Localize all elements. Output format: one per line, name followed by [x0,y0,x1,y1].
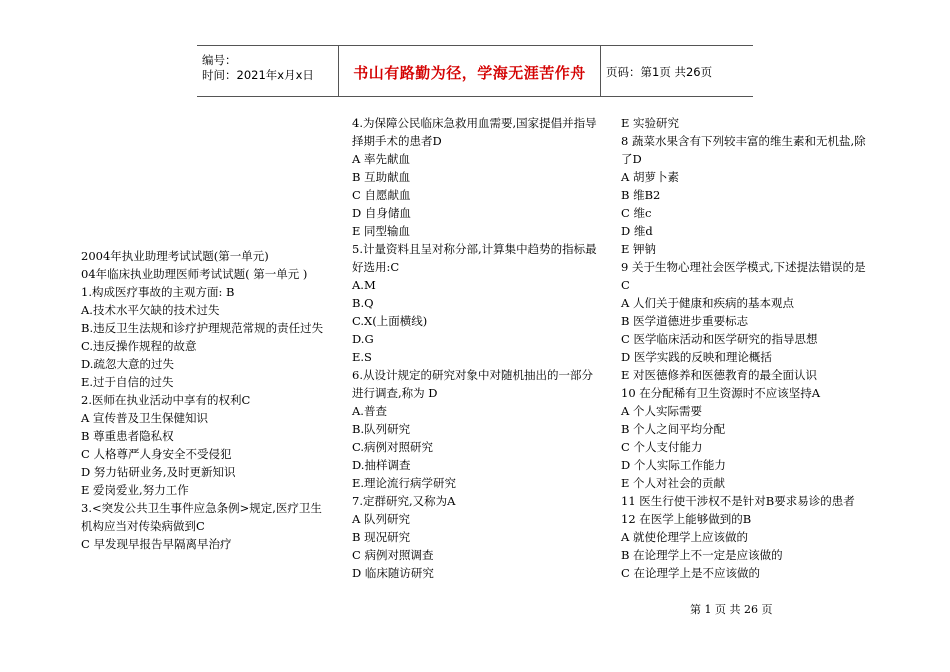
text-line: 2004年执业助理考试试题(第一单元) [81,249,269,263]
text-line: C.病例对照研究 [352,440,434,454]
text-line: 3.<突发公共卫生事件应急条例>规定,医疗卫生机构应当对传染病做到C [81,501,322,533]
text-line: D 临床随访研究 [352,566,434,580]
text-line: 1.构成医疗事故的主观方面: B [81,285,235,299]
text-line: 12 在医学上能够做到的B [621,512,752,526]
text-line: A 就使伦理学上应该做的 [621,530,748,544]
text-line: A 胡萝卜素 [621,170,679,184]
text-line: A 率先献血 [352,152,410,166]
page-footer: 第 1 页 共 26 页 [690,603,773,616]
text-line: C 早发现早报告早隔离早治疗 [81,537,232,551]
time-label: 时间：2021年x月x日 [202,68,314,82]
text-line: C 人格尊严人身安全不受侵犯 [81,447,232,461]
text-line: B.Q [352,296,374,310]
text-line: B 个人之间平均分配 [621,422,726,436]
text-line: D.G [352,332,374,346]
number-label: 编号： [202,53,237,67]
text-line: E 爱岗爱业,努力工作 [81,483,189,497]
text-line: E.理论流行病学研究 [352,476,457,490]
text-line: D.抽样调查 [352,458,411,472]
text-line: B 医学道德进步重要标志 [621,314,749,328]
text-line: 10 在分配稀有卫生资源时不应该坚持A [621,386,821,400]
text-line: 11 医生行使干涉权不是针对B要求易诊的患者 [621,494,855,508]
text-line: B.违反卫生法规和诊疗护理规范常规的责任过失 [81,321,324,335]
text-line: 4.为保障公民临床急救用血需要,国家提倡并指导择期手术的患者D [352,116,597,148]
text-line: A 个人实际需要 [621,404,702,418]
header-motto-cell [338,46,601,96]
text-line: B 在论理学上不一定是应该做的 [621,548,783,562]
text-line: C 维c [621,206,652,220]
text-line: C 医学临床活动和医学研究的指导思想 [621,332,818,346]
header-info-cell [197,46,338,96]
text-line: D 自身储血 [352,206,411,220]
text-line: 04年临床执业助理医师考试试题( 第一单元 ) [81,267,308,281]
text-line: B 尊重患者隐私权 [81,429,174,443]
text-line: E 实验研究 [621,116,680,130]
text-line: D 努力钻研业务,及时更新知识 [81,465,236,479]
text-line: C 病例对照调查 [352,548,434,562]
text-line: C 在论理学上是不应该做的 [621,566,760,580]
text-line: D 医学实践的反映和理论概括 [621,350,772,364]
text-line: C 自愿献血 [352,188,411,202]
text-line: B 维B2 [621,188,661,202]
text-line: 5.计量资料且呈对称分部,计算集中趋势的指标最好选用:C [352,242,597,274]
text-line: D 维d [621,224,653,238]
text-line: E 同型输血 [352,224,411,238]
text-line: A 宣传普及卫生保健知识 [81,411,208,425]
text-line: E 钾钠 [621,242,657,256]
motto-text: 书山有路勤为径，学海无涯苦作舟 [353,64,586,82]
text-line: A 人们关于健康和疾病的基本观点 [621,296,794,310]
text-line: B 现况研究 [352,530,411,544]
document-header [197,45,753,97]
text-line: A.M [352,278,376,292]
text-line: 7.定群研究,又称为A [352,494,456,508]
text-line: D 个人实际工作能力 [621,458,726,472]
text-line: A 队列研究 [352,512,410,526]
text-line: C 个人支付能力 [621,440,703,454]
content-column-1 [81,247,333,553]
text-line: 2.医师在执业活动中享有的权利C [81,393,251,407]
text-line: C.X(上面横线) [352,314,428,328]
text-line: E 对医德修养和医德教育的最全面认识 [621,368,818,382]
text-line: A.技术水平欠缺的技术过失 [81,303,220,317]
text-line: E 个人对社会的贡献 [621,476,726,490]
text-line: A.普查 [352,404,387,418]
content-column-2 [352,114,604,582]
text-line: 8 蔬菜水果含有下列较丰富的维生素和无机盐,除了D [621,134,866,166]
page-code: 页码：第1页 共26页 [606,65,713,79]
text-line: C.违反操作规程的故意 [81,339,197,353]
text-line: E.过于自信的过失 [81,375,174,389]
text-line: 9 关于生物心理社会医学模式,下述提法错误的是C [621,260,866,292]
text-line: D.疏忽大意的过失 [81,357,174,371]
text-line: 6.从设计规定的研究对象中对随机抽出的一部分进行调查,称为 D [352,368,593,400]
header-page-cell [600,46,753,96]
text-line: E.S [352,350,372,364]
text-line: B 互助献血 [352,170,411,184]
text-line: B.队列研究 [352,422,411,436]
content-column-3 [621,114,873,582]
